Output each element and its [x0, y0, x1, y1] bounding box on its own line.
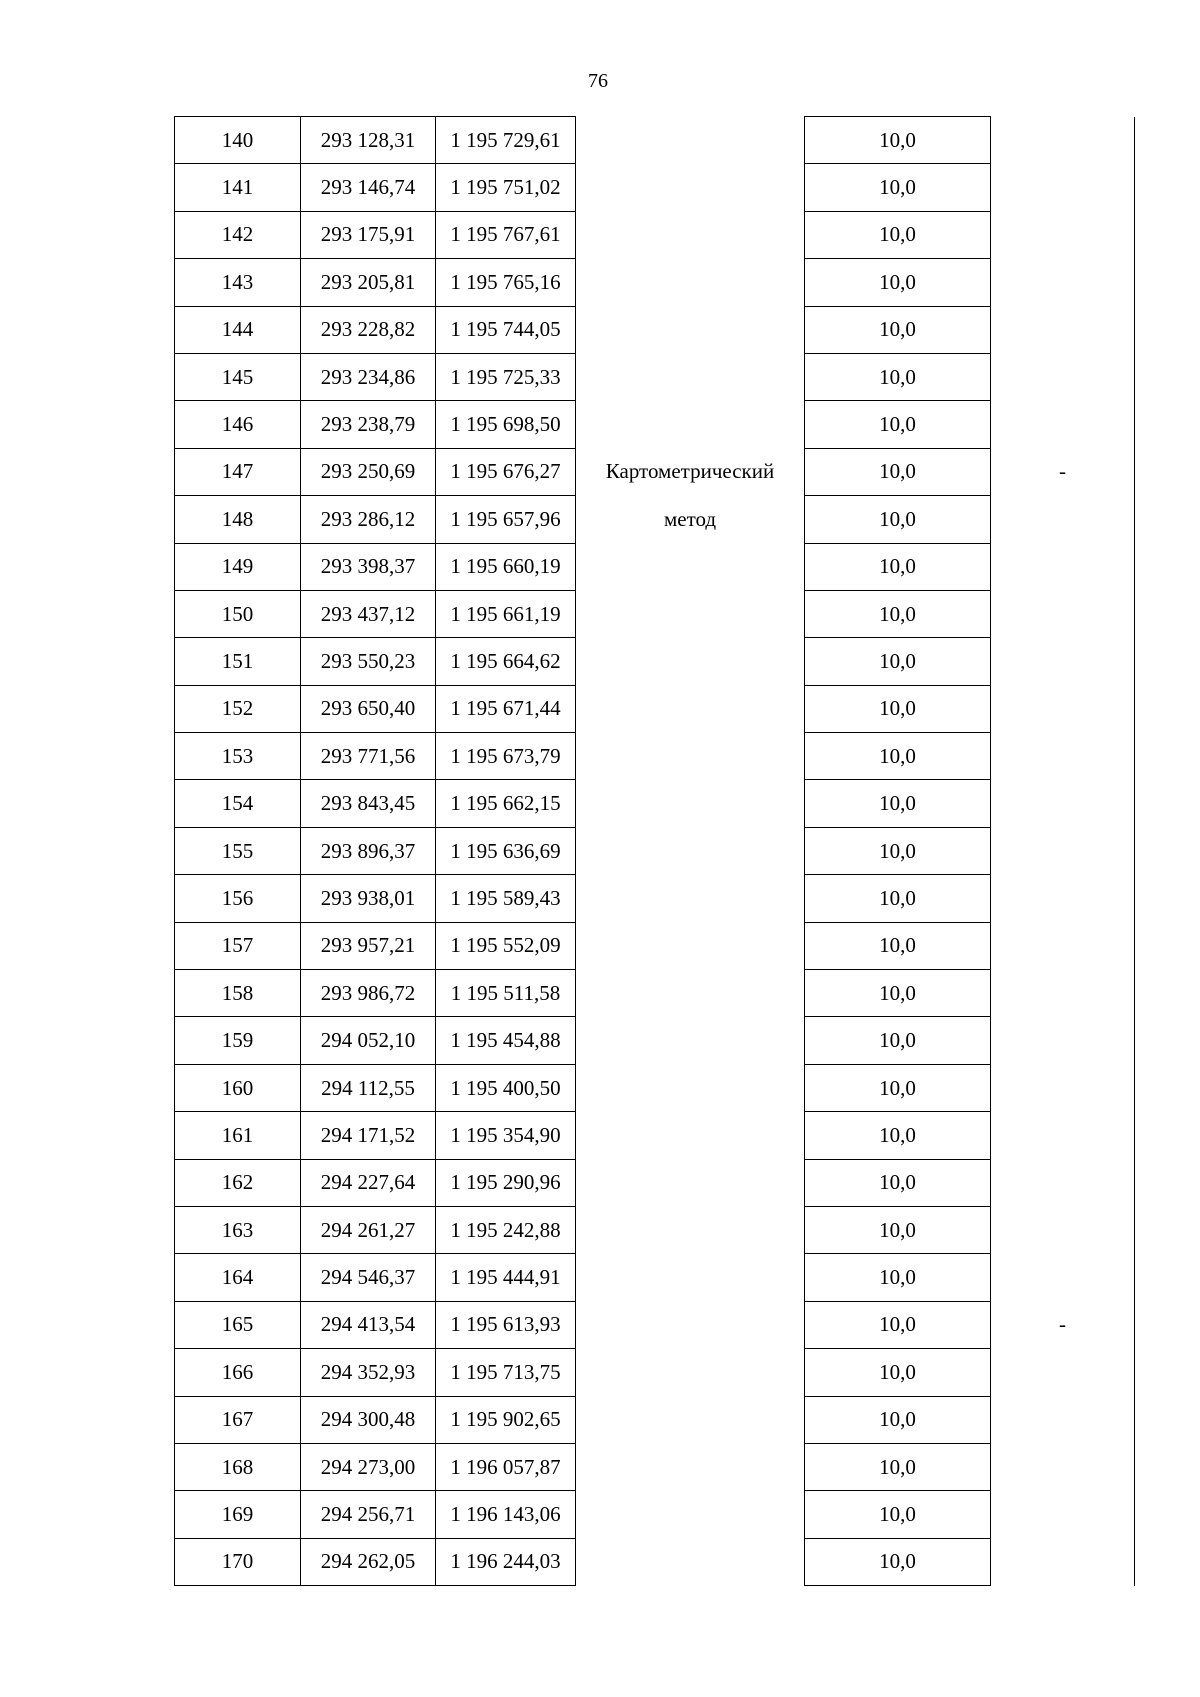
y-coordinate-cell: 1 195 636,69	[436, 827, 576, 874]
note-cell	[991, 1349, 1135, 1396]
x-coordinate-cell: 293 175,91	[301, 211, 436, 258]
table-row	[175, 401, 1135, 448]
accuracy-cell: 10,0	[805, 259, 991, 306]
table-row	[175, 685, 1135, 732]
method-cell	[576, 733, 805, 780]
table-row	[175, 353, 1135, 400]
x-coordinate-cell: 293 843,45	[301, 780, 436, 827]
y-coordinate-cell: 1 195 613,93	[436, 1301, 576, 1348]
point-number-cell: 147	[175, 448, 301, 495]
accuracy-cell: 10,0	[805, 1443, 991, 1490]
method-cell	[576, 543, 805, 590]
accuracy-cell: 10,0	[805, 733, 991, 780]
y-coordinate-cell: 1 195 662,15	[436, 780, 576, 827]
accuracy-cell: 10,0	[805, 1017, 991, 1064]
method-cell	[576, 875, 805, 922]
accuracy-cell: 10,0	[805, 1254, 991, 1301]
note-cell	[991, 1491, 1135, 1538]
x-coordinate-cell: 294 112,55	[301, 1064, 436, 1111]
y-coordinate-cell: 1 195 511,58	[436, 970, 576, 1017]
point-number-cell: 153	[175, 733, 301, 780]
point-number-cell: 151	[175, 638, 301, 685]
method-cell	[576, 353, 805, 400]
y-coordinate-cell: 1 195 767,61	[436, 211, 576, 258]
x-coordinate-cell: 294 171,52	[301, 1112, 436, 1159]
point-number-cell: 160	[175, 1064, 301, 1111]
accuracy-cell: 10,0	[805, 685, 991, 732]
accuracy-cell: 10,0	[805, 970, 991, 1017]
accuracy-cell: 10,0	[805, 543, 991, 590]
method-cell	[576, 922, 805, 969]
note-cell	[991, 1538, 1135, 1585]
table-row	[175, 780, 1135, 827]
method-cell	[576, 1064, 805, 1111]
accuracy-cell: 10,0	[805, 875, 991, 922]
x-coordinate-cell: 293 957,21	[301, 922, 436, 969]
x-coordinate-cell: 293 146,74	[301, 164, 436, 211]
accuracy-cell: 10,0	[805, 1112, 991, 1159]
method-cell	[576, 780, 805, 827]
y-coordinate-cell: 1 195 664,62	[436, 638, 576, 685]
point-number-cell: 156	[175, 875, 301, 922]
table-row	[175, 211, 1135, 258]
accuracy-cell: 10,0	[805, 780, 991, 827]
x-coordinate-cell: 293 286,12	[301, 496, 436, 543]
y-coordinate-cell: 1 195 698,50	[436, 401, 576, 448]
accuracy-cell: 10,0	[805, 1064, 991, 1111]
accuracy-cell: 10,0	[805, 306, 991, 353]
accuracy-cell: 10,0	[805, 1538, 991, 1585]
table-row	[175, 827, 1135, 874]
note-cell	[991, 211, 1135, 258]
note-cell	[991, 117, 1135, 164]
table-row	[175, 1064, 1135, 1111]
y-coordinate-cell: 1 195 242,88	[436, 1206, 576, 1253]
note-cell	[991, 259, 1135, 306]
x-coordinate-cell: 294 273,00	[301, 1443, 436, 1490]
point-number-cell: 170	[175, 1538, 301, 1585]
y-coordinate-cell: 1 195 657,96	[436, 496, 576, 543]
method-cell	[576, 685, 805, 732]
table-row	[175, 590, 1135, 637]
x-coordinate-cell: 294 300,48	[301, 1396, 436, 1443]
accuracy-cell: 10,0	[805, 211, 991, 258]
method-cell	[576, 1396, 805, 1443]
y-coordinate-cell: 1 195 454,88	[436, 1017, 576, 1064]
accuracy-cell: 10,0	[805, 117, 991, 164]
note-cell	[991, 875, 1135, 922]
point-number-cell: 162	[175, 1159, 301, 1206]
table-row	[175, 306, 1135, 353]
point-number-cell: 145	[175, 353, 301, 400]
note-cell	[991, 496, 1135, 543]
note-cell	[991, 1112, 1135, 1159]
y-coordinate-cell: 1 195 902,65	[436, 1396, 576, 1443]
method-cell	[576, 401, 805, 448]
x-coordinate-cell: 293 228,82	[301, 306, 436, 353]
method-cell	[576, 1443, 805, 1490]
note-cell	[991, 1064, 1135, 1111]
table-row	[175, 733, 1135, 780]
x-coordinate-cell: 293 250,69	[301, 448, 436, 495]
y-coordinate-cell: 1 195 400,50	[436, 1064, 576, 1111]
method-cell	[576, 970, 805, 1017]
method-cell	[576, 259, 805, 306]
x-coordinate-cell: 293 205,81	[301, 259, 436, 306]
point-number-cell: 164	[175, 1254, 301, 1301]
point-number-cell: 144	[175, 306, 301, 353]
x-coordinate-cell: 293 238,79	[301, 401, 436, 448]
method-cell	[576, 1491, 805, 1538]
point-number-cell: 154	[175, 780, 301, 827]
x-coordinate-cell: 294 261,27	[301, 1206, 436, 1253]
point-number-cell: 155	[175, 827, 301, 874]
point-number-cell: 146	[175, 401, 301, 448]
point-number-cell: 161	[175, 1112, 301, 1159]
note-cell	[991, 1159, 1135, 1206]
table-row	[175, 1206, 1135, 1253]
table-row	[175, 1349, 1135, 1396]
table-row	[175, 875, 1135, 922]
y-coordinate-cell: 1 195 671,44	[436, 685, 576, 732]
x-coordinate-cell: 294 262,05	[301, 1538, 436, 1585]
point-number-cell: 149	[175, 543, 301, 590]
method-cell	[576, 117, 805, 164]
point-number-cell: 152	[175, 685, 301, 732]
note-cell	[991, 590, 1135, 637]
method-cell: Картометрический	[605, 459, 775, 484]
x-coordinate-cell: 293 986,72	[301, 970, 436, 1017]
note-cell	[991, 1206, 1135, 1253]
note-cell	[991, 1017, 1135, 1064]
table-row	[175, 1491, 1135, 1538]
x-coordinate-cell: 293 938,01	[301, 875, 436, 922]
note-cell	[991, 638, 1135, 685]
x-coordinate-cell: 293 234,86	[301, 353, 436, 400]
y-coordinate-cell: 1 195 744,05	[436, 306, 576, 353]
y-coordinate-cell: 1 195 660,19	[436, 543, 576, 590]
table-row	[175, 1159, 1135, 1206]
point-number-cell: 169	[175, 1491, 301, 1538]
table-row	[175, 638, 1135, 685]
x-coordinate-cell: 293 437,12	[301, 590, 436, 637]
point-number-cell: 166	[175, 1349, 301, 1396]
point-number-cell: 158	[175, 970, 301, 1017]
y-coordinate-cell: 1 195 725,33	[436, 353, 576, 400]
accuracy-cell: 10,0	[805, 590, 991, 637]
x-coordinate-cell: 293 128,31	[301, 117, 436, 164]
accuracy-cell: 10,0	[805, 1301, 991, 1348]
x-coordinate-cell: 294 413,54	[301, 1301, 436, 1348]
x-coordinate-cell: 293 896,37	[301, 827, 436, 874]
method-cell	[576, 1254, 805, 1301]
accuracy-cell: 10,0	[805, 1491, 991, 1538]
method-cell	[576, 590, 805, 637]
y-coordinate-cell: 1 196 244,03	[436, 1538, 576, 1585]
table-row	[175, 1301, 1135, 1348]
x-coordinate-cell: 294 352,93	[301, 1349, 436, 1396]
accuracy-cell: 10,0	[805, 638, 991, 685]
y-coordinate-cell: 1 195 354,90	[436, 1112, 576, 1159]
x-coordinate-cell: 294 546,37	[301, 1254, 436, 1301]
x-coordinate-cell: 294 052,10	[301, 1017, 436, 1064]
note-cell	[991, 401, 1135, 448]
note-cell	[991, 922, 1135, 969]
point-number-cell: 140	[175, 117, 301, 164]
point-number-cell: 157	[175, 922, 301, 969]
point-number-cell: 143	[175, 259, 301, 306]
point-number-cell: 163	[175, 1206, 301, 1253]
x-coordinate-cell: 293 771,56	[301, 733, 436, 780]
method-cell	[576, 306, 805, 353]
accuracy-cell: 10,0	[805, 401, 991, 448]
table-row	[175, 1254, 1135, 1301]
method-cell	[576, 1349, 805, 1396]
table-body	[175, 117, 1135, 1586]
note-cell	[991, 780, 1135, 827]
table-row	[175, 259, 1135, 306]
y-coordinate-cell: 1 195 765,16	[436, 259, 576, 306]
x-coordinate-cell: 294 227,64	[301, 1159, 436, 1206]
method-cell	[576, 164, 805, 211]
method-cell	[576, 211, 805, 258]
method-cell	[576, 1301, 805, 1348]
note-cell	[991, 1254, 1135, 1301]
note-cell: -	[991, 448, 1135, 495]
accuracy-cell: 10,0	[805, 496, 991, 543]
x-coordinate-cell: 293 650,40	[301, 685, 436, 732]
table-row	[175, 164, 1135, 211]
method-cell	[576, 1538, 805, 1585]
point-number-cell: 142	[175, 211, 301, 258]
point-number-cell: 148	[175, 496, 301, 543]
y-coordinate-cell: 1 195 444,91	[436, 1254, 576, 1301]
method-cell	[576, 1017, 805, 1064]
y-coordinate-cell: 1 195 290,96	[436, 1159, 576, 1206]
table-row	[175, 1443, 1135, 1490]
y-coordinate-cell: 1 195 661,19	[436, 590, 576, 637]
accuracy-cell: 10,0	[805, 448, 991, 495]
note-cell	[991, 1396, 1135, 1443]
note-cell	[991, 164, 1135, 211]
y-coordinate-cell: 1 196 143,06	[436, 1491, 576, 1538]
table-row	[175, 970, 1135, 1017]
note-cell	[991, 1443, 1135, 1490]
accuracy-cell: 10,0	[805, 1159, 991, 1206]
method-cell	[576, 1112, 805, 1159]
table-row	[175, 1396, 1135, 1443]
method-cell	[576, 827, 805, 874]
point-number-cell: 165	[175, 1301, 301, 1348]
point-number-cell: 150	[175, 590, 301, 637]
note-cell	[991, 685, 1135, 732]
x-coordinate-cell: 293 398,37	[301, 543, 436, 590]
note-cell	[991, 353, 1135, 400]
table-row	[175, 922, 1135, 969]
accuracy-cell: 10,0	[805, 353, 991, 400]
note-cell: -	[991, 1301, 1135, 1348]
page-number: 76	[588, 70, 608, 92]
accuracy-cell: 10,0	[805, 164, 991, 211]
accuracy-cell: 10,0	[805, 1349, 991, 1396]
y-coordinate-cell: 1 195 589,43	[436, 875, 576, 922]
coordinates-table	[174, 116, 1135, 1586]
accuracy-cell: 10,0	[805, 827, 991, 874]
method-cell: метод	[663, 506, 717, 531]
note-cell	[991, 970, 1135, 1017]
note-cell	[991, 306, 1135, 353]
y-coordinate-cell: 1 195 552,09	[436, 922, 576, 969]
table-row	[175, 1538, 1135, 1585]
accuracy-cell: 10,0	[805, 922, 991, 969]
table-row	[175, 448, 1135, 495]
method-cell	[576, 1206, 805, 1253]
y-coordinate-cell: 1 195 729,61	[436, 117, 576, 164]
y-coordinate-cell: 1 196 057,87	[436, 1443, 576, 1490]
table-row	[175, 1112, 1135, 1159]
table-row	[175, 117, 1135, 164]
x-coordinate-cell: 294 256,71	[301, 1491, 436, 1538]
x-coordinate-cell: 293 550,23	[301, 638, 436, 685]
accuracy-cell: 10,0	[805, 1206, 991, 1253]
point-number-cell: 141	[175, 164, 301, 211]
method-cell	[576, 638, 805, 685]
note-cell	[991, 733, 1135, 780]
accuracy-cell: 10,0	[805, 1396, 991, 1443]
y-coordinate-cell: 1 195 713,75	[436, 1349, 576, 1396]
y-coordinate-cell: 1 195 751,02	[436, 164, 576, 211]
y-coordinate-cell: 1 195 676,27	[436, 448, 576, 495]
point-number-cell: 167	[175, 1396, 301, 1443]
point-number-cell: 159	[175, 1017, 301, 1064]
point-number-cell: 168	[175, 1443, 301, 1490]
method-cell	[576, 1159, 805, 1206]
note-cell	[991, 543, 1135, 590]
note-cell	[991, 827, 1135, 874]
table-row	[175, 543, 1135, 590]
table-row	[175, 496, 1135, 543]
y-coordinate-cell: 1 195 673,79	[436, 733, 576, 780]
table-row	[175, 1017, 1135, 1064]
